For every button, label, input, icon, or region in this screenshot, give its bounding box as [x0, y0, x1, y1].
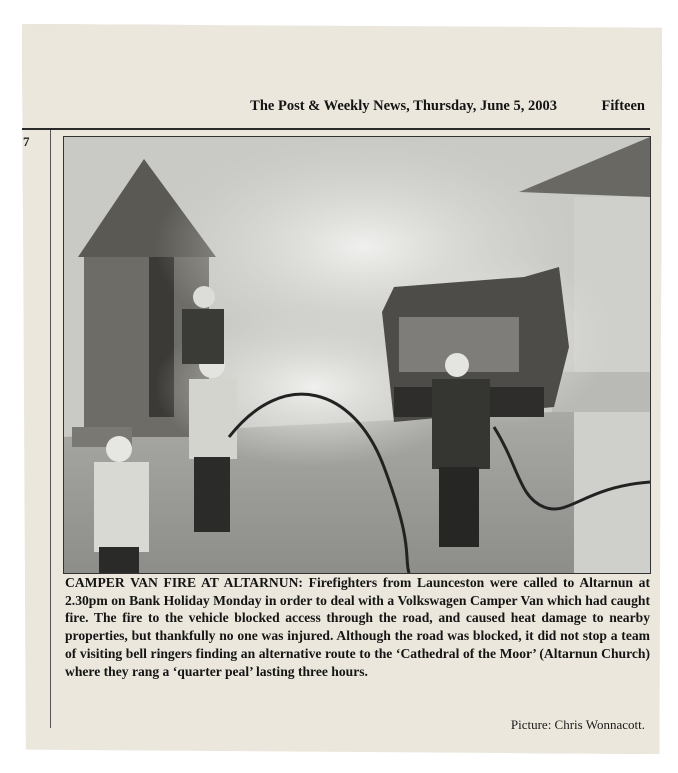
photo-caption [65, 574, 650, 680]
column-fragment: 7 [23, 134, 30, 149]
caption-body: Firefighters from Launceston were called to Altarnun at 2.30pm on Bank Holiday Monday in order to deal with a Volkswagen Camper Van which had caught fire. The fire to the vehicle blocked access through the road, and caused heat damage to nearby properties, but thankfully no one was injured. Although the road was blocked, it did not stop a team of visiting bell ringers finding an alternative route to the ‘Cathedral of the Moor’ (Altarnun Church) where they rang a ‘quarter peal’ lasting three hours. [65, 575, 651, 679]
header-rule [22, 128, 650, 130]
page-number: Fifteen [601, 98, 645, 114]
news-photo [63, 136, 651, 574]
column-rule [50, 130, 51, 728]
page-header [22, 98, 645, 120]
dateline: The Post & Weekly News, Thursday, June 5, 2003 [250, 98, 557, 114]
photo-credit: Picture: Chris Wonnacott. [510, 717, 645, 732]
caption-headline: CAMPER VAN FIRE AT ALTARNUN: [65, 575, 303, 590]
